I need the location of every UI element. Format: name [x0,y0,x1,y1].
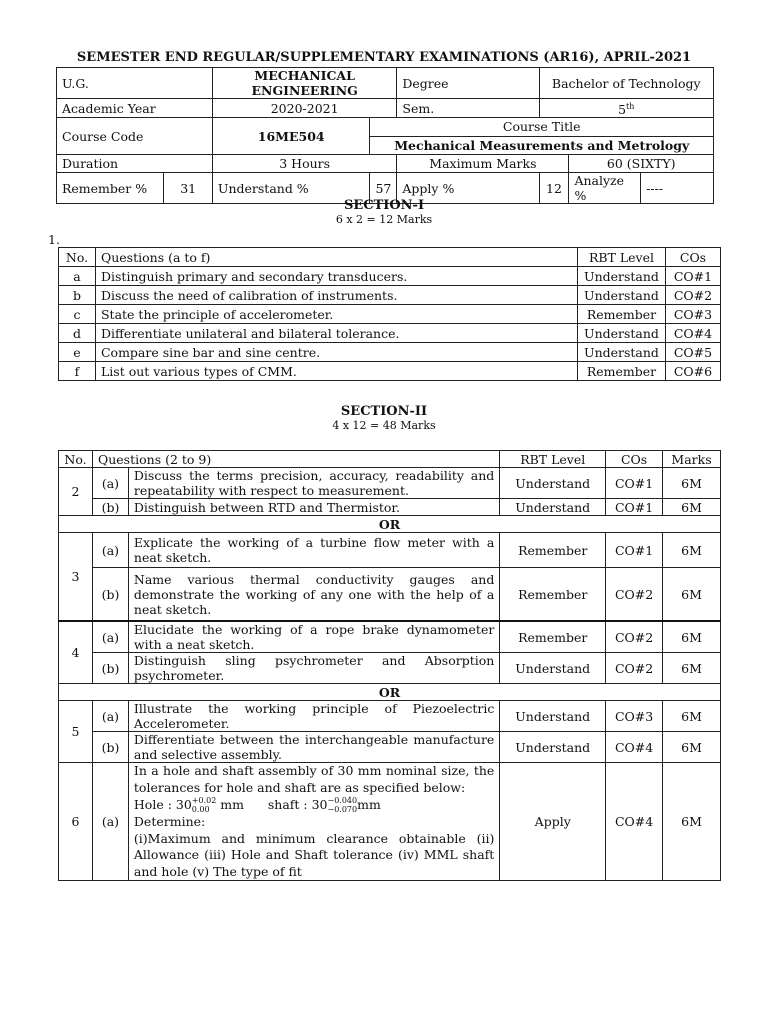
co: CO#1 [606,499,663,516]
section1-header [0,198,768,226]
co: CO#1 [606,468,663,499]
question-number: 6 [59,763,93,881]
section1-marks: 6 x 2 = 12 Marks [335,213,433,226]
marks: 6M [663,732,721,763]
course-code-label: Course Code [57,118,213,155]
row-rbt: Understand [578,267,666,286]
question-text: Explicate the working of a turbine flow meter with a neat sketch. [128,533,499,568]
remember-label: Remember % [57,173,164,204]
or-divider: OR [59,516,721,533]
table-row [59,267,721,286]
table-row [59,499,721,516]
row-question: State the principle of accelerometer. [95,305,577,324]
course-info-table [56,67,714,204]
table-row [59,468,721,499]
table-row [59,533,721,568]
co: CO#4 [606,763,663,881]
sem-label: Sem. [397,99,539,118]
co: CO#1 [606,533,663,568]
row-question: Discuss the need of calibration of instruments. [95,286,577,305]
marks: 6M [663,533,721,568]
course-code: 16ME504 [212,118,370,155]
table-row [59,732,721,763]
row-co: CO#4 [665,324,720,343]
academic-year-label: Academic Year [57,99,213,118]
row-co: CO#5 [665,343,720,362]
question-number: 3 [59,533,93,622]
section2-heading: SECTION-II [340,404,428,419]
analyze-value: ---- [641,173,714,204]
question-text: Elucidate the working of a rope brake dynamometer with a neat sketch. [128,621,499,653]
marks: 6M [663,621,721,653]
rbt-level: Understand [500,653,606,684]
row-question: Differentiate unilateral and bilateral tolerance. [95,324,577,343]
q6-determine: Determine: [133,814,206,829]
marks: 6M [663,763,721,881]
apply-label: Apply % [397,173,539,204]
apply-value: 12 [539,173,569,204]
row-no: b [59,286,96,305]
shaft-spec: shaft : 30 −0.040 −0.070 mm [267,796,381,814]
table-row [59,763,721,881]
question-part: (a) [92,468,128,499]
marks: 6M [663,499,721,516]
exam-title: SEMESTER END REGULAR/SUPPLEMENTARY EXAMINATIONS (AR16), APRIL-2021 [76,50,692,65]
max-marks-label: Maximum Marks [397,155,569,173]
row-rbt: Understand [578,286,666,305]
rbt-level: Understand [500,468,606,499]
co: CO#3 [606,701,663,732]
branch: MECHANICAL ENGINEERING [212,68,396,99]
row-question: List out various types of CMM. [95,362,577,381]
analyze-label: Analyze % [569,173,641,204]
row-no: e [59,343,96,362]
degree: Bachelor of Technology [539,68,713,99]
question-text: Distinguish between RTD and Thermistor. [128,499,499,516]
row-no: f [59,362,96,381]
question-number: 2 [59,468,93,516]
col-cos: COs [606,451,663,468]
question-part: (b) [92,732,128,763]
or-divider: OR [59,684,721,701]
question-text: Name various thermal conductivity gauges and demonstrate the working of any one with the help of a neat sketch. [128,568,499,622]
col-no: No. [59,451,93,468]
duration-label: Duration [57,155,213,173]
rbt-level: Understand [500,701,606,732]
question-part: (b) [92,568,128,622]
course-title-label: Course Title [370,118,714,137]
row-co: CO#1 [665,267,720,286]
ug-label: U.G. [57,68,213,99]
q6-intro: In a hole and shaft assembly of 30 mm nominal size, the tolerances for hole and shaft are as specified below: [133,763,495,795]
table-row [59,621,721,653]
table-row [59,362,721,381]
row-co: CO#3 [665,305,720,324]
marks: 6M [663,653,721,684]
row-no: a [59,267,96,286]
hole-spec: Hole : 30 +0.02 0.00 mm [133,796,245,814]
question-number: 5 [59,701,93,763]
question-1-number: 1. [48,232,60,247]
rbt-level: Remember [500,533,606,568]
question-text: Distinguish sling psychrometer and Absorption psychrometer. [128,653,499,684]
col-rbt: RBT Level [578,248,666,267]
rbt-level: Remember [500,621,606,653]
row-co: CO#6 [665,362,720,381]
row-question: Compare sine bar and sine centre. [95,343,577,362]
remember-value: 31 [164,173,213,204]
col-questions: Questions (2 to 9) [92,451,499,468]
co: CO#2 [606,653,663,684]
row-rbt: Remember [578,362,666,381]
table-row [59,324,721,343]
rbt-level: Apply [500,763,606,881]
question-text: Illustrate the working principle of Piezoelectric Accelerometer. [128,701,499,732]
understand-value: 57 [370,173,397,204]
question-part: (a) [92,533,128,568]
semester: 5th [539,99,713,118]
question-part: (a) [92,621,128,653]
col-marks: Marks [663,451,721,468]
co: CO#2 [606,568,663,622]
row-no: c [59,305,96,324]
rbt-level: Remember [500,568,606,622]
question-part: (b) [92,499,128,516]
section1-heading: SECTION-I [343,198,425,213]
marks: 6M [663,701,721,732]
co: CO#2 [606,621,663,653]
question-text: Discuss the terms precision, accuracy, readability and repeatability with respect to measurement. [128,468,499,499]
col-questions: Questions (a to f) [95,248,577,267]
row-rbt: Understand [578,343,666,362]
academic-year: 2020-2021 [212,99,396,118]
rbt-level: Understand [500,732,606,763]
question-part: (a) [92,763,128,881]
course-title: Mechanical Measurements and Metrology [370,136,714,155]
table-row [59,343,721,362]
table-row [59,568,721,622]
understand-label: Understand % [212,173,370,204]
question-part: (a) [92,701,128,732]
section1-table [58,247,721,381]
marks: 6M [663,468,721,499]
col-rbt: RBT Level [500,451,606,468]
marks: 6M [663,568,721,622]
row-rbt: Remember [578,305,666,324]
question-part: (b) [92,653,128,684]
table-row [59,653,721,684]
row-co: CO#2 [665,286,720,305]
row-question: Distinguish primary and secondary transducers. [95,267,577,286]
question-text [128,763,499,881]
col-no: No. [59,248,96,267]
col-cos: COs [665,248,720,267]
section2-marks: 4 x 12 = 48 Marks [332,419,436,432]
co: CO#4 [606,732,663,763]
section2-header [0,404,768,432]
table-row [59,305,721,324]
duration: 3 Hours [212,155,396,173]
row-rbt: Understand [578,324,666,343]
q6-tasks: (i)Maximum and minimum clearance obtainable (ii) Allowance (iii) Hole and Shaft tolerance (iv) MML shaft and hole (v) The type of fit [133,830,495,879]
question-text: Differentiate between the interchangeable manufacture and selective assembly. [128,732,499,763]
row-no: d [59,324,96,343]
rbt-level: Understand [500,499,606,516]
table-row [59,286,721,305]
table-row [59,701,721,732]
max-marks: 60 (SIXTY) [569,155,714,173]
section2-table [58,450,721,881]
question-number: 4 [59,621,93,684]
degree-label: Degree [397,68,539,99]
